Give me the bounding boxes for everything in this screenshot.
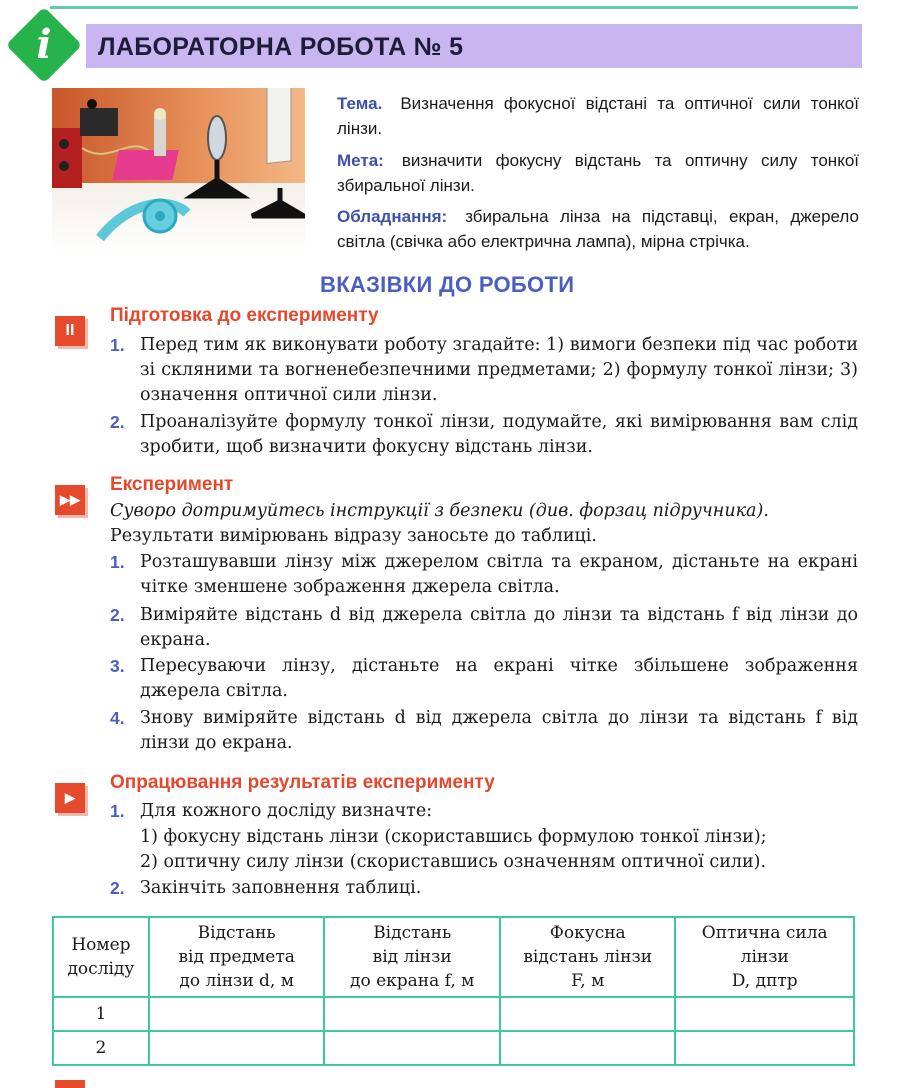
header-line: F, м [571, 971, 605, 991]
header-line: Оптична сила [701, 923, 828, 943]
header-line: лінзи [740, 947, 789, 967]
item-number: 4. [110, 708, 125, 728]
list-item [110, 799, 858, 824]
safety-note: Суворо дотримуйтесь інструкції з безпеки (див. форзац підручника). [110, 501, 769, 521]
header-cell [53, 917, 149, 997]
list-item [110, 333, 858, 408]
table-cell[interactable] [324, 1031, 500, 1065]
table-cell[interactable] [149, 1031, 325, 1065]
info-icon-glyph: i [36, 21, 52, 68]
header-cell [324, 917, 500, 997]
list-item [110, 603, 858, 653]
equipment [337, 204, 859, 254]
processing-heading: Опрацювання результатів експерименту [110, 772, 495, 793]
header-cell [675, 917, 854, 997]
table-cell[interactable] [324, 997, 500, 1031]
table-header-row [53, 917, 854, 997]
table-cell: 2 [53, 1031, 149, 1065]
header-line: D, дптр [731, 971, 798, 991]
play-icon: ▶ [55, 783, 85, 813]
item-text: Виміряйте відстань d від джерела світла до лінзи та відстань f від лінзи до екрана. [140, 605, 858, 650]
list-item [110, 550, 858, 600]
lamp [154, 116, 166, 156]
item-text: Проаналізуйте формулу тонкої лінзи, подумайте, які вимірювання вам слід зробити, щоб визначити фокусну відстань лінзи. [140, 412, 858, 457]
goal [337, 148, 859, 198]
list-item [110, 410, 858, 460]
header-line: відстань лінзи [523, 947, 653, 967]
item-text: Розташувавши лінзу між джерелом світла та екраном, дістаньте на екрані чітке зменшене зображення джерела світла. [140, 552, 858, 597]
table-cell[interactable] [500, 997, 676, 1031]
page-title: ЛАБОРАТОРНА РОБОТА № 5 [98, 33, 464, 61]
header-line: від лінзи [372, 947, 452, 967]
header-line: Відстань [373, 923, 452, 943]
list-item [110, 654, 858, 704]
sub-item: 2) оптичну силу лінзи (скориставшись означенням оптичної сили). [140, 852, 767, 872]
item-text: Знову виміряйте відстань d від джерела світла до лінзи та відстань f від лінзи до екрана. [140, 708, 858, 753]
header-cell [500, 917, 676, 997]
equipment-text: збиральна лінза на підставці, екран, джерело світла (свічка або електрична лампа), мірна стрічка. [337, 207, 859, 251]
item-number: 1. [110, 552, 125, 572]
lens [208, 116, 226, 160]
header-line: Номер [71, 935, 131, 955]
pink-stand [112, 150, 178, 180]
header-line: до екрана f, м [350, 971, 475, 991]
experiment-heading: Експеримент [110, 474, 234, 495]
top-rule [50, 6, 858, 9]
item-number: 2. [110, 878, 125, 898]
goal-label: Мета: [337, 151, 384, 170]
header-cell [149, 917, 325, 997]
item-number: 2. [110, 412, 125, 432]
item-text: Перед тим як виконувати роботу згадайте: 1) вимоги безпеки під час роботи зі скляними та вогненебезпечними предметами; 2) формулу тонкої лінзи; 3) означення оптичної сили лінзи. [140, 335, 858, 405]
pause-icon: II [55, 316, 85, 346]
table-cell[interactable] [149, 997, 325, 1031]
item-number: 1. [110, 335, 125, 355]
item-text: Закінчіть заповнення таблиці. [140, 878, 422, 898]
sub-item: 1) фокусну відстань лінзи (скориставшись формулою тонкої лінзи); [140, 827, 767, 847]
equipment-photo [52, 88, 305, 256]
switch [80, 108, 118, 136]
topic [337, 91, 859, 141]
item-text: Для кожного досліду визначте: [140, 801, 433, 821]
header-line: від предмета [178, 947, 295, 967]
table-row [53, 1031, 854, 1065]
topic-label: Тема. [337, 94, 383, 113]
table-cell[interactable] [675, 1031, 854, 1065]
table-cell[interactable] [500, 1031, 676, 1065]
table-cell[interactable] [675, 997, 854, 1031]
header-line: Фокусна [549, 923, 626, 943]
goal-text: визначити фокусну відстань та оптичну силу тонкої збиральної лінзи. [337, 151, 859, 195]
table-cell: 1 [53, 997, 149, 1031]
screen [267, 88, 291, 163]
table-row [53, 997, 854, 1031]
results-note: Результати вимірювань відразу заносьте до таблиці. [110, 526, 597, 546]
instructions-title: ВКАЗІВКИ ДО РОБОТИ [320, 272, 575, 297]
power-supply [52, 128, 82, 188]
list-item [110, 876, 858, 901]
results-table [52, 916, 855, 1066]
topic-text: Визначення фокусної відстані та оптичної сили тонкої лінзи. [337, 94, 859, 138]
item-number: 3. [110, 656, 125, 676]
equipment-label: Обладнання: [337, 207, 448, 226]
item-text: Пересуваючи лінзу, дістаньте на екрані чітке збільшене зображення джерела світла. [140, 656, 858, 701]
header-line: до лінзи d, м [179, 971, 294, 991]
item-number: 1. [110, 801, 125, 821]
header-line: Відстань [197, 923, 276, 943]
list-item [110, 706, 858, 756]
next-section-icon [55, 1080, 85, 1088]
fast-forward-icon: ▶▶ [55, 485, 85, 515]
preparation-heading: Підготовка до експерименту [110, 305, 379, 326]
item-number: 2. [110, 605, 125, 625]
header-line: досліду [67, 959, 135, 979]
